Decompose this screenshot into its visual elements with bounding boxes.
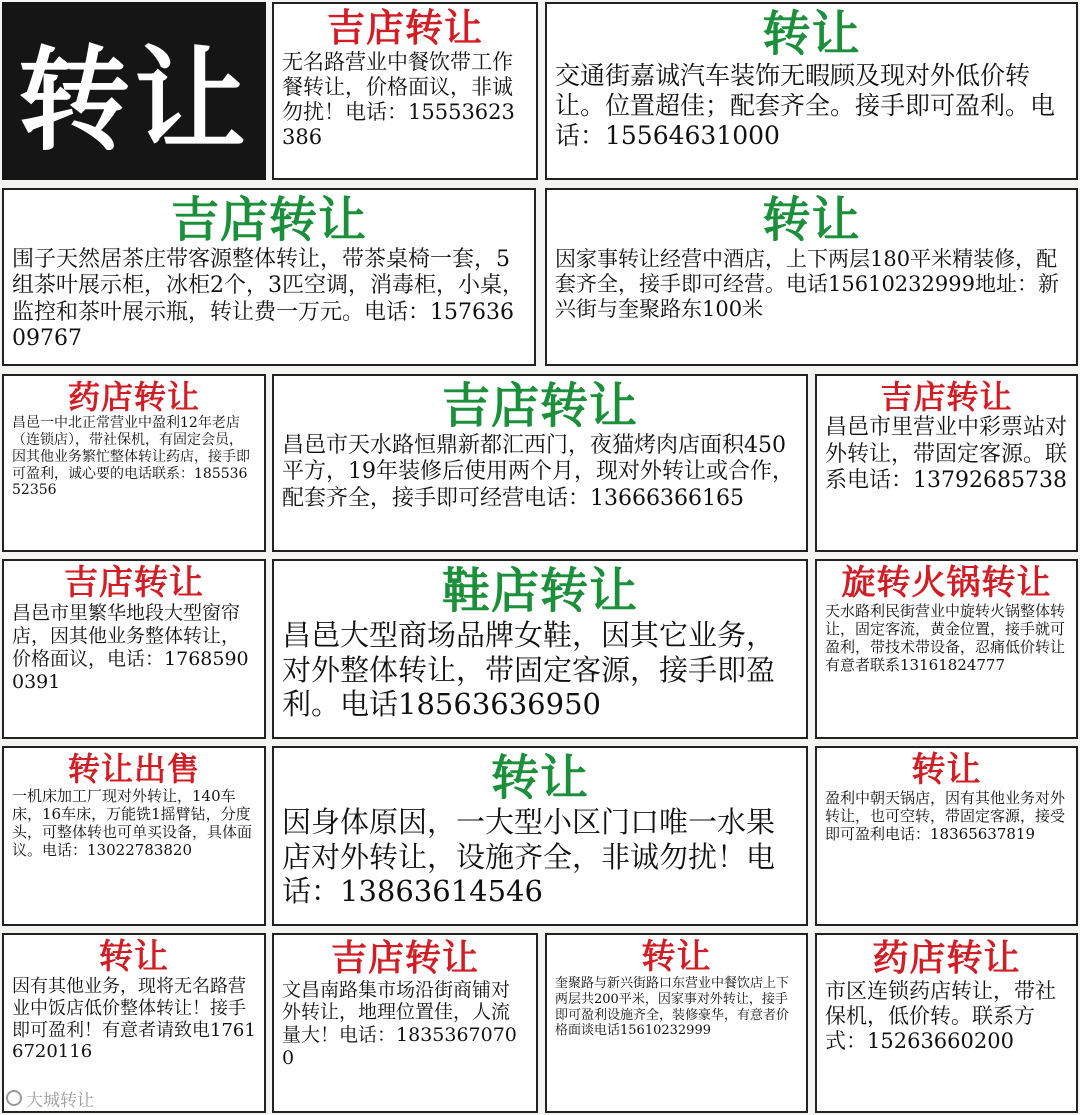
ad-body	[825, 415, 1068, 494]
ad-text: 一机床加工厂现对外转让，140车床，16车床，万能铣1摇臂钻，分度头，可整体转也可单买设备，具体面议。	[12, 787, 253, 860]
ad-text: 因身体原因，一大型小区门口唯一水果店对外转让，设施齐全，非诚勿扰！	[282, 804, 776, 874]
ad-title: 药店转让	[67, 378, 200, 416]
classified-ad	[545, 2, 1078, 180]
classified-ad	[272, 933, 538, 1113]
ad-contact: 15263660200	[867, 1028, 1014, 1053]
classified-ad	[2, 188, 536, 366]
ad-contact: 电话：15564631000	[555, 90, 1056, 150]
ad-body	[825, 789, 1068, 843]
ad-text: 盈利中朝天锅店，因有其他业务对外转让，也可空转，带固定客源，接受即可盈利	[825, 789, 1066, 844]
ad-title: 转让	[641, 937, 712, 977]
ad-text: 围子天然居茶庄带客源整体转让，带茶桌椅一套，5组茶叶展示柜，冰柜2个，3匹空调，消毒柜，小桌，监控和茶叶展示瓶，转让费一万元。	[12, 246, 524, 325]
classified-ad	[2, 746, 266, 926]
classified-ad	[815, 374, 1078, 552]
ad-title: 转让出售	[67, 750, 200, 788]
ad-text: 文昌南路集市场沿街商铺对外转让，地理位置佳，人流量大！	[282, 978, 511, 1047]
ad-title: 吉店转让	[441, 378, 638, 434]
ad-text: 天水路利民街营业中旋转火锅整体转让，固定客流，黄金位置，接手就可盈利，带技术带设备，忍痛低价转让有意者联系	[825, 602, 1066, 675]
ad-title: 吉店转让	[880, 378, 1013, 416]
ad-text: 昌邑大型商场品牌女鞋，因其它业务，对外整体转让，带固定客源，接手即盈利。	[282, 617, 776, 722]
classified-ad	[272, 374, 808, 552]
watermark-icon	[6, 1090, 22, 1106]
ad-contact: 17616720116	[12, 1019, 256, 1063]
ad-contact: 电话：15763609767	[12, 299, 514, 351]
ad-text: 昌邑市里营业中彩票站对外转让，带固定客源。联系电话：	[825, 415, 1068, 493]
classified-ad	[2, 374, 266, 552]
ad-body	[12, 602, 256, 693]
ad-body	[282, 805, 798, 909]
ad-contact: 电话：13863614546	[282, 839, 776, 909]
ad-body	[555, 247, 1068, 323]
ad-title: 吉店转让	[326, 6, 483, 50]
ad-text: 昌邑市天水路恒鼎新都汇西门，夜猫烤肉店面积450平方，19年装修后使用两个月，现对外转让或合作，配套齐全，接手即可经营	[282, 432, 794, 511]
ad-contact: 电话：15553623386	[282, 100, 515, 150]
ad-text: 无名路营业中餐饮带工作餐转让，价格面议，非诚勿扰！	[282, 49, 513, 125]
ad-text: 交通街嘉诚汽车装饰无暇顾及现对外低价转让。位置超佳；配套齐全。接手即可盈利。	[555, 60, 1031, 120]
ad-title: 药店转让	[872, 938, 1021, 979]
ad-text: 市区连锁药店转让，带社保机，低价转。联系方式：	[825, 978, 1056, 1053]
ad-contact: 18553652356	[12, 465, 248, 499]
ad-body	[825, 979, 1068, 1055]
ad-body	[282, 979, 528, 1070]
ad-text: 奎聚路与新兴街路口东营业中餐饮店上下两层共200平米，因家事对外转让，接手即可盈利设施齐全，装修豪华，有意者价格面谈	[555, 976, 790, 1039]
ad-title: 旋转火锅转让	[841, 563, 1052, 603]
ad-title: 吉店转让	[64, 563, 204, 603]
ad-body	[825, 602, 1068, 674]
ad-title: 吉店转让	[170, 192, 367, 248]
ad-contact: 电话：13022783820	[42, 841, 192, 860]
ad-contact: 13161824777	[900, 656, 1005, 675]
ad-contact: 电话15610232999	[594, 1023, 711, 1039]
ad-text: 昌邑市里繁华地段大型窗帘店，因其他业务整体转让，价格面议，	[12, 602, 241, 670]
ad-contact: 电话：13666366165	[524, 485, 744, 511]
classified-ad	[272, 559, 808, 739]
watermark	[6, 1084, 94, 1112]
ad-title: 吉店转让	[330, 938, 479, 979]
ad-title: 鞋店转让	[441, 563, 638, 619]
ad-contact: 电话18563636950	[340, 687, 601, 722]
ad-body	[12, 247, 526, 353]
ad-body	[282, 618, 798, 722]
ad-title: 转让	[762, 6, 861, 62]
classified-ad	[545, 188, 1078, 366]
ad-title: 转让	[911, 750, 982, 790]
ad-body	[12, 415, 256, 499]
ad-body	[282, 433, 798, 512]
classified-ad	[545, 933, 808, 1113]
ad-text: 因家事转让经营中酒店，上下两层180平米精装修，配套齐全，接手即可经营。电话15610232999	[555, 246, 1058, 296]
classified-ad	[815, 933, 1078, 1113]
ad-contact: 电话：17685900391	[12, 647, 249, 693]
ad-text: 因有其他业务，现将无名路营业中饭店低价整体转让！接手即可盈利！有意者请致电	[12, 976, 246, 1041]
ad-body	[555, 976, 798, 1038]
ad-body	[282, 50, 528, 151]
ad-body	[555, 61, 1068, 151]
ad-contact: 电话：18353670700	[282, 1024, 517, 1069]
ad-title: 转让	[99, 937, 169, 977]
watermark-text: 大城转让	[26, 1090, 94, 1111]
header-banner: 转让	[2, 2, 266, 180]
ad-contact: 地址：新兴街与奎聚路东100米	[555, 271, 1059, 322]
ad-body	[12, 787, 256, 859]
ad-title: 转让	[762, 192, 861, 248]
ad-contact: 13792685738	[913, 467, 1067, 493]
ad-title: 转让	[490, 750, 589, 806]
ad-contact: 电话：18365637819	[885, 825, 1035, 844]
classified-ad	[272, 2, 538, 180]
ad-text: 昌邑一中北正常营业中盈利12年老店（连锁店），带社保机，有固定会员，因其他业务繁忙整体转让药店，接手即可盈利，诚心要的电话联系：	[12, 415, 250, 482]
classified-ad	[815, 746, 1078, 926]
classified-ad	[272, 746, 808, 926]
ad-body	[12, 976, 256, 1062]
classified-ad	[815, 559, 1078, 739]
classified-ad	[2, 559, 266, 739]
